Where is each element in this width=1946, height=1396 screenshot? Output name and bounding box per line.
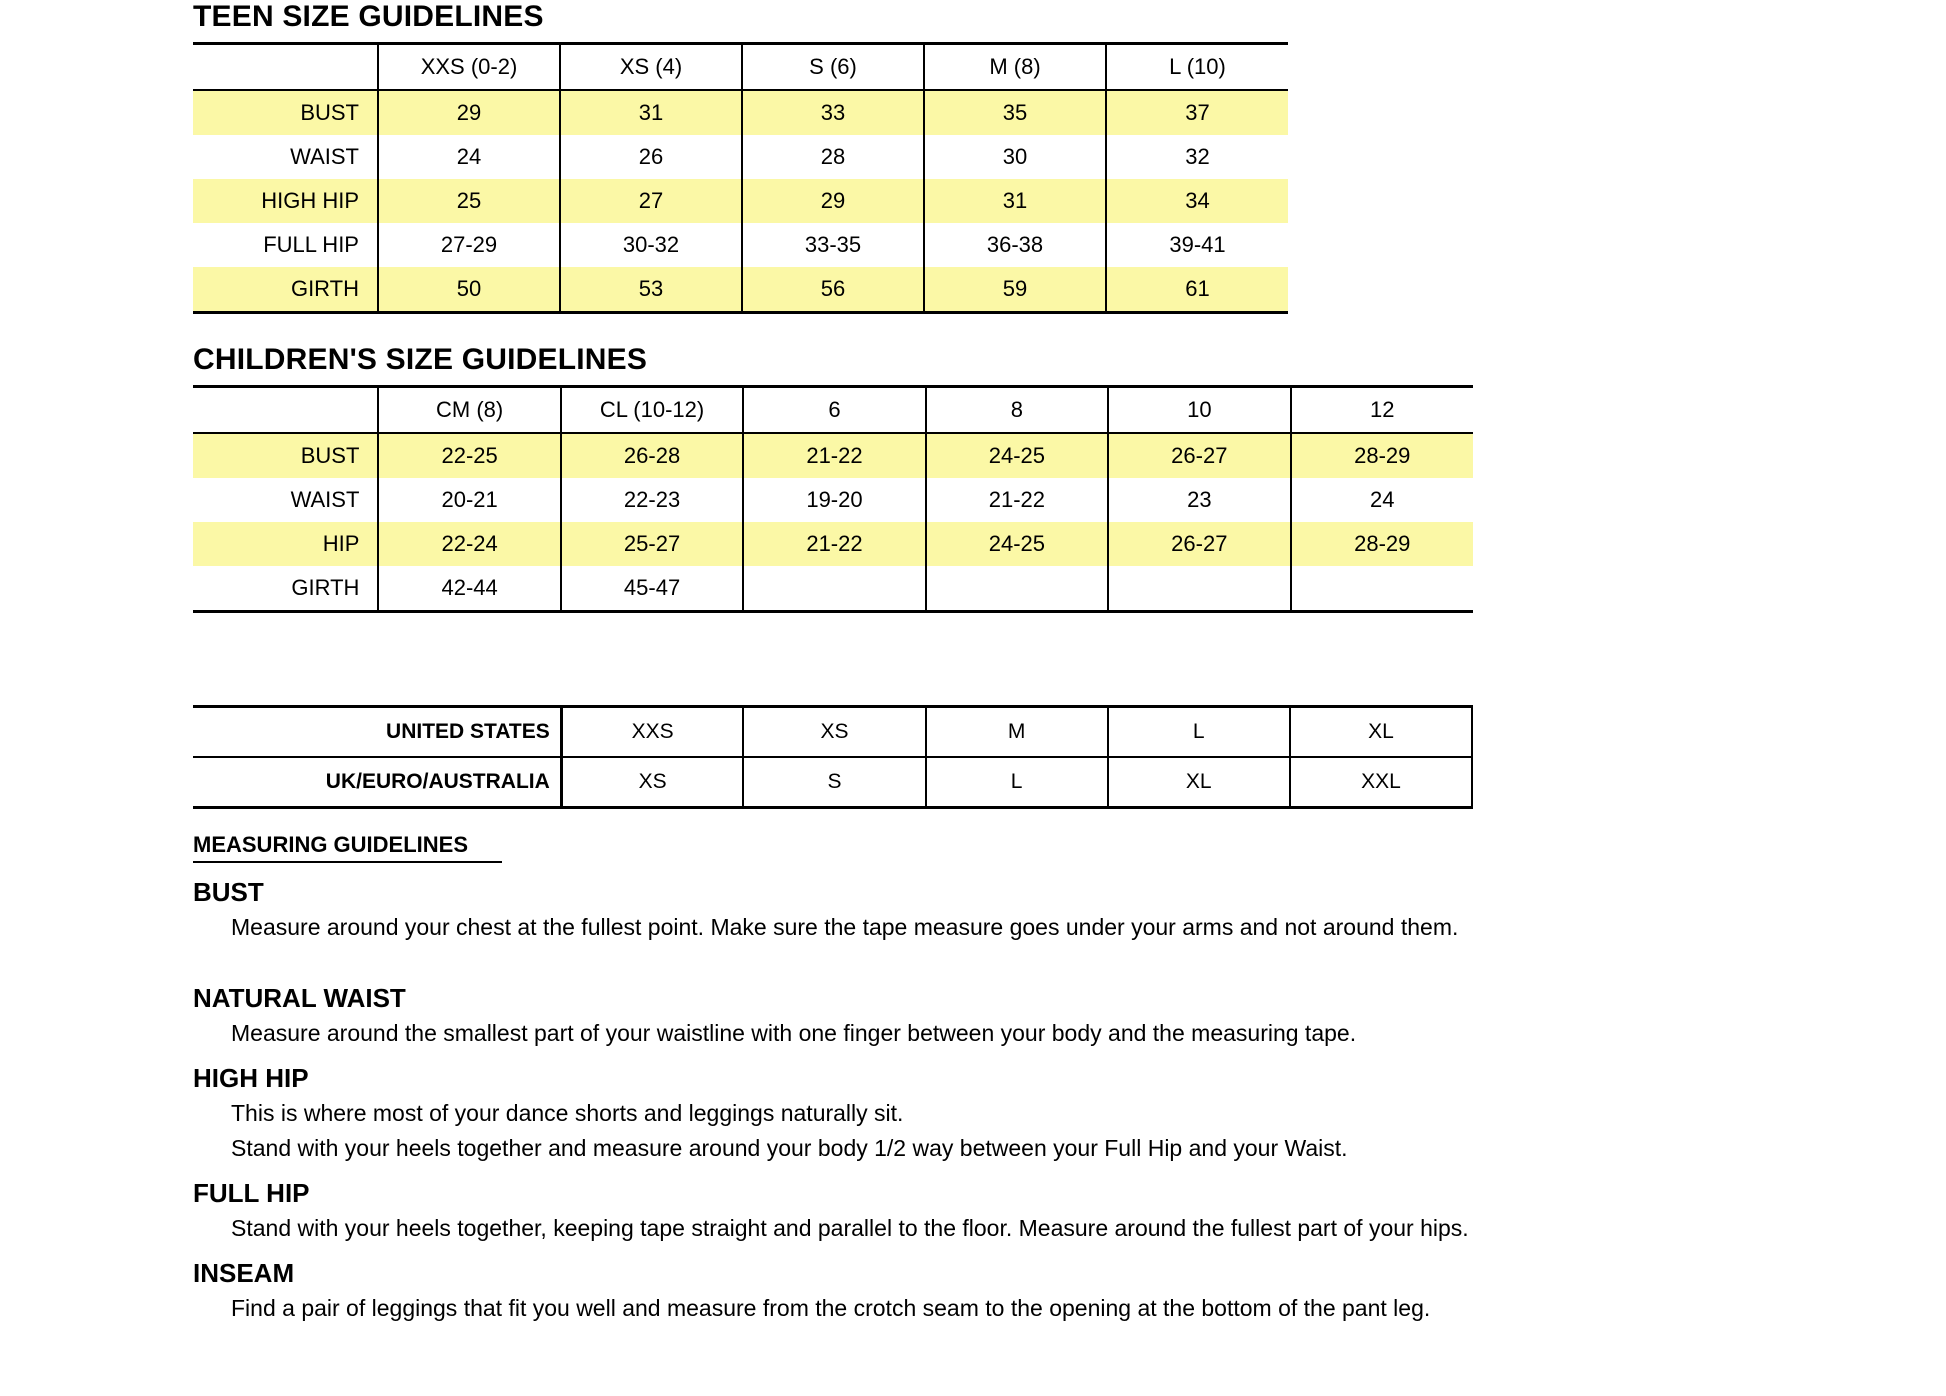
children-table-wrap [193, 385, 1473, 613]
header-cell [193, 387, 378, 434]
row-label: UNITED STATES [193, 707, 561, 758]
cell: 28-29 [1291, 433, 1473, 478]
cell: XS [561, 757, 743, 808]
header-cell: CL (10-12) [561, 387, 743, 434]
table-row [193, 757, 1472, 808]
measuring-heading-high-hip: HIGH HIP [193, 1063, 309, 1094]
cell: L [1108, 707, 1290, 758]
cell: XXL [1290, 757, 1472, 808]
cell: 26-27 [1108, 433, 1290, 478]
cell: 22-25 [378, 433, 560, 478]
cell: 22-24 [378, 522, 560, 566]
table-row [193, 223, 1288, 267]
cell: XS [743, 707, 925, 758]
cell [1108, 566, 1290, 612]
cell: 35 [924, 90, 1106, 135]
cell: 21-22 [743, 522, 925, 566]
cell: 26-28 [561, 433, 743, 478]
header-cell: XXS (0-2) [378, 44, 560, 91]
cell: 33 [742, 90, 924, 135]
table-header-row [193, 387, 1473, 434]
cell: 28 [742, 135, 924, 179]
table-header-row [193, 44, 1288, 91]
cell: 19-20 [743, 478, 925, 522]
cell: 32 [1106, 135, 1288, 179]
header-cell: 6 [743, 387, 925, 434]
cell: 45-47 [561, 566, 743, 612]
cell [926, 566, 1108, 612]
cell: 59 [924, 267, 1106, 313]
cell: 53 [560, 267, 742, 313]
table-row [193, 522, 1473, 566]
cell: 61 [1106, 267, 1288, 313]
row-label: UK/EURO/AUSTRALIA [193, 757, 561, 808]
cell: 23 [1108, 478, 1290, 522]
size-conversion-table [193, 705, 1473, 809]
cell: 30 [924, 135, 1106, 179]
row-label: GIRTH [193, 267, 378, 313]
measuring-text-bust: Measure around your chest at the fullest point. Make sure the tape measure goes under your arms and not around them. [231, 914, 1459, 940]
teen-table-wrap [193, 42, 1288, 314]
table-row [193, 179, 1288, 223]
table-row [193, 135, 1288, 179]
row-label: FULL HIP [263, 232, 359, 257]
header-cell: S (6) [742, 44, 924, 91]
measuring-text-high-hip-2: Stand with your heels together and measure around your body 1/2 way between your Full Hip and your Waist. [231, 1135, 1348, 1162]
cell: 24 [378, 135, 560, 179]
measuring-heading-full-hip: FULL HIP [193, 1178, 310, 1209]
table-row [193, 566, 1473, 612]
header-cell [193, 44, 378, 91]
cell: 56 [742, 267, 924, 313]
teen-size-table [193, 42, 1288, 314]
cell: 24 [1291, 478, 1473, 522]
cell: 28-29 [1291, 522, 1473, 566]
cell: 50 [378, 267, 560, 313]
cell: 33-35 [742, 223, 924, 267]
children-section-title: CHILDREN'S SIZE GUIDELINES [193, 343, 648, 376]
measuring-text-high-hip-1: This is where most of your dance shorts and leggings naturally sit. [231, 1100, 904, 1127]
cell: 25-27 [561, 522, 743, 566]
row-label: WAIST [290, 144, 359, 169]
conversion-table-wrap [193, 705, 1473, 809]
children-size-table [193, 385, 1473, 613]
cell: 27 [560, 179, 742, 223]
cell: 20-21 [378, 478, 560, 522]
row-label: HIP [193, 522, 378, 566]
cell: 29 [378, 90, 560, 135]
table-row [193, 433, 1473, 478]
table-row [193, 90, 1288, 135]
cell [743, 566, 925, 612]
measuring-guidelines-title: MEASURING GUIDELINES [193, 832, 502, 863]
cell: 30-32 [560, 223, 742, 267]
row-label: HIGH HIP [193, 179, 378, 223]
header-cell: 10 [1108, 387, 1290, 434]
cell: 22-23 [561, 478, 743, 522]
cell: 36-38 [924, 223, 1106, 267]
row-label: BUST [193, 433, 378, 478]
measuring-heading-bust: BUST [193, 877, 264, 907]
measuring-text-natural-waist: Measure around the smallest part of your waistline with one finger between your body and the measuring tape. [231, 1020, 1357, 1047]
measuring-text-full-hip: Stand with your heels together, keeping tape straight and parallel to the floor. Measure around the fullest part of your hips. [231, 1215, 1469, 1242]
cell: 42-44 [378, 566, 560, 612]
cell: 31 [924, 179, 1106, 223]
cell: 34 [1106, 179, 1288, 223]
measuring-guidelines-section [193, 832, 1893, 1324]
row-label: BUST [193, 90, 378, 135]
table-row [193, 707, 1472, 758]
cell: 26-27 [1108, 522, 1290, 566]
cell: 31 [560, 90, 742, 135]
cell: S [743, 757, 925, 808]
cell: 39-41 [1106, 223, 1288, 267]
cell: M [926, 707, 1108, 758]
cell: L [926, 757, 1108, 808]
cell: XXS [561, 707, 743, 758]
row-label: GIRTH [193, 566, 378, 612]
measuring-heading-natural-waist: NATURAL WAIST [193, 983, 406, 1014]
cell: 27-29 [378, 223, 560, 267]
header-cell: XS (4) [560, 44, 742, 91]
header-cell: CM (8) [378, 387, 560, 434]
cell [1291, 566, 1473, 612]
cell: 21-22 [743, 433, 925, 478]
teen-section [193, 0, 544, 34]
cell: 29 [742, 179, 924, 223]
measuring-heading-inseam: INSEAM [193, 1258, 295, 1289]
measuring-text-inseam: Find a pair of leggings that fit you well and measure from the crotch seam to the opening at the bottom of the pant leg. [231, 1295, 1431, 1322]
cell: 24-25 [926, 433, 1108, 478]
children-section [193, 343, 647, 377]
table-row [193, 478, 1473, 522]
teen-section-title: TEEN SIZE GUIDELINES [193, 0, 544, 33]
header-cell: L (10) [1106, 44, 1288, 91]
header-cell: 12 [1291, 387, 1473, 434]
row-label: WAIST [290, 487, 360, 512]
cell: 21-22 [926, 478, 1108, 522]
cell: XL [1290, 707, 1472, 758]
cell: 26 [560, 135, 742, 179]
cell: 37 [1106, 90, 1288, 135]
cell: XL [1108, 757, 1290, 808]
table-row [193, 267, 1288, 313]
cell: 25 [378, 179, 560, 223]
cell: 24-25 [926, 522, 1108, 566]
header-cell: M (8) [924, 44, 1106, 91]
header-cell: 8 [926, 387, 1108, 434]
